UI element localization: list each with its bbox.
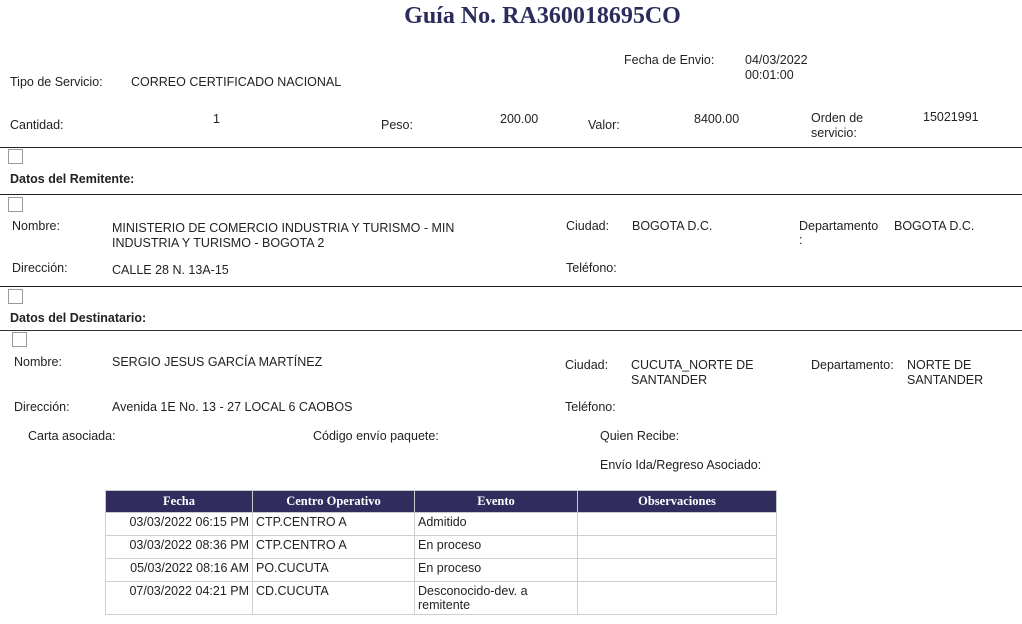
remitente-ciudad-label: Ciudad: bbox=[566, 219, 610, 233]
table-row bbox=[106, 513, 777, 536]
column-header-observaciones: Observaciones bbox=[578, 491, 777, 513]
destinatario-ciudad-line1: CUCUTA_NORTE DE bbox=[631, 358, 754, 372]
table-row bbox=[106, 559, 777, 582]
remitente-departamento-colon: : bbox=[799, 233, 803, 247]
remitente-heading: Datos del Remitente: bbox=[10, 172, 135, 186]
centro-cell: CTP.CENTRO A bbox=[253, 513, 415, 536]
quien-recibe-label: Quien Recibe: bbox=[600, 429, 680, 443]
orden-servicio-value: 15021991 bbox=[923, 110, 979, 124]
destinatario-nombre-value: SERGIO JESUS GARCÍA MARTÍNEZ bbox=[112, 355, 323, 369]
destinatario-nombre-label: Nombre: bbox=[14, 355, 62, 369]
remitente-nombre-label: Nombre: bbox=[12, 219, 60, 233]
page-title: Guía No. RA360018695CO bbox=[404, 3, 681, 29]
tipo-servicio-value: CORREO CERTIFICADO NACIONAL bbox=[131, 75, 342, 89]
remitente-departamento-label: Departamento bbox=[799, 219, 879, 233]
peso-label: Peso: bbox=[381, 118, 413, 132]
remitente-ciudad-value: BOGOTA D.C. bbox=[632, 219, 713, 233]
fecha-envio-label: Fecha de Envio: bbox=[624, 53, 715, 67]
centro-cell: CTP.CENTRO A bbox=[253, 536, 415, 559]
orden-servicio-label-1: Orden de bbox=[811, 111, 864, 125]
cantidad-label: Cantidad: bbox=[10, 118, 64, 132]
destinatario-departamento-line2: SANTANDER bbox=[907, 373, 984, 387]
divider bbox=[0, 147, 1022, 148]
observaciones-cell bbox=[578, 513, 777, 536]
centro-cell: CD.CUCUTA bbox=[253, 582, 415, 615]
destinatario-direccion-value: Avenida 1E No. 13 - 27 LOCAL 6 CAOBOS bbox=[112, 400, 353, 414]
destinatario-ciudad-line2: SANTANDER bbox=[631, 373, 708, 387]
remitente-direccion-value: CALLE 28 N. 13A-15 bbox=[112, 263, 229, 277]
fecha-envio-date: 04/03/2022 bbox=[745, 53, 808, 67]
centro-cell: PO.CUCUTA bbox=[253, 559, 415, 582]
fecha-cell: 05/03/2022 08:16 AM bbox=[106, 559, 253, 582]
remitente-departamento-value: BOGOTA D.C. bbox=[894, 219, 975, 233]
destinatario-checkbox[interactable] bbox=[8, 289, 23, 304]
remitente-direccion-label: Dirección: bbox=[12, 261, 68, 275]
orden-servicio-label-2: servicio: bbox=[811, 126, 857, 140]
remitente-nombre-line1: MINISTERIO DE COMERCIO INDUSTRIA Y TURISMO - MIN bbox=[112, 221, 455, 235]
valor-value: 8400.00 bbox=[694, 112, 740, 126]
destinatario-heading: Datos del Destinatario: bbox=[10, 311, 147, 325]
fecha-cell: 03/03/2022 06:15 PM bbox=[106, 513, 253, 536]
tracking-header-row bbox=[106, 491, 777, 513]
fecha-cell: 03/03/2022 08:36 PM bbox=[106, 536, 253, 559]
destinatario-departamento-line1: NORTE DE bbox=[907, 358, 972, 372]
envio-ida-regreso-label: Envío Ida/Regreso Asociado: bbox=[600, 458, 762, 472]
carta-asociada-label: Carta asociada: bbox=[28, 429, 116, 443]
remitente-detail-checkbox[interactable] bbox=[8, 197, 23, 212]
destinatario-telefono-label: Teléfono: bbox=[565, 400, 616, 414]
evento-cell: En proceso bbox=[415, 536, 578, 559]
observaciones-cell bbox=[578, 582, 777, 615]
divider bbox=[0, 286, 1022, 287]
codigo-envio-paquete-label: Código envío paquete: bbox=[313, 429, 439, 443]
remitente-checkbox[interactable] bbox=[8, 149, 23, 164]
valor-label: Valor: bbox=[588, 118, 620, 132]
observaciones-cell bbox=[578, 559, 777, 582]
cantidad-value: 1 bbox=[213, 112, 220, 126]
tracking-table bbox=[105, 490, 777, 615]
remitente-nombre-line2: INDUSTRIA Y TURISMO - BOGOTA 2 bbox=[112, 236, 325, 250]
evento-cell: Admitido bbox=[415, 513, 578, 536]
fecha-cell: 07/03/2022 04:21 PM bbox=[106, 582, 253, 615]
column-header-centro-operativo: Centro Operativo bbox=[253, 491, 415, 513]
table-row bbox=[106, 536, 777, 559]
destinatario-direccion-label: Dirección: bbox=[14, 400, 70, 414]
column-header-fecha: Fecha bbox=[106, 491, 253, 513]
observaciones-cell bbox=[578, 536, 777, 559]
evento-cell: En proceso bbox=[415, 559, 578, 582]
divider bbox=[0, 194, 1022, 195]
fecha-envio-time: 00:01:00 bbox=[745, 68, 794, 82]
tipo-servicio-label: Tipo de Servicio: bbox=[10, 75, 103, 89]
evento-cell: Desconocido-dev. a remitente bbox=[415, 582, 578, 615]
divider bbox=[0, 330, 1022, 331]
destinatario-detail-checkbox[interactable] bbox=[12, 332, 27, 347]
destinatario-departamento-label: Departamento: bbox=[811, 358, 894, 372]
remitente-telefono-label: Teléfono: bbox=[566, 261, 617, 275]
column-header-evento: Evento bbox=[415, 491, 578, 513]
destinatario-ciudad-label: Ciudad: bbox=[565, 358, 609, 372]
peso-value: 200.00 bbox=[500, 112, 539, 126]
table-row bbox=[106, 582, 777, 615]
